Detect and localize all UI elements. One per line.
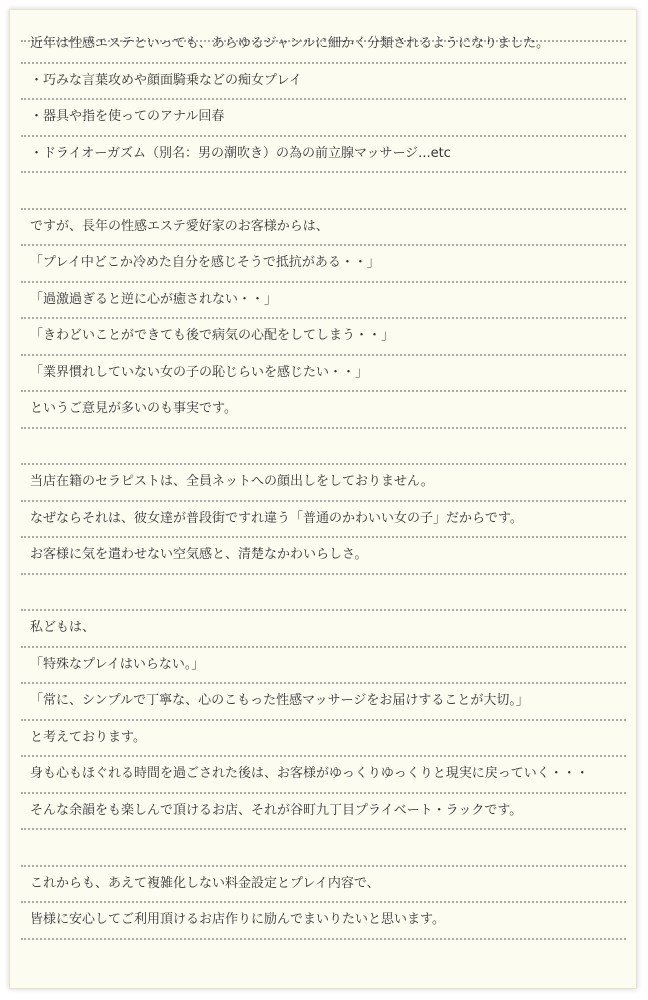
blank-line — [21, 830, 626, 867]
ruled-text-block — [21, 27, 626, 940]
text-line: ですが、長年の性感エステ愛好家のお客様からは、 — [21, 210, 626, 247]
text-line: 皆様に安心してご利用頂けるお店作りに励んでまいりたいと思います。 — [21, 903, 626, 940]
text-line: 「常に、シンプルで丁寧な、心のこもった性感マッサージをお届けすることが大切。」 — [21, 684, 626, 721]
text-line: 「きわどいことができても後で病気の心配をしてしまう・・」 — [21, 319, 626, 356]
text-line: 近年は性感エステといっても、あらゆるジャンルに細かく分類されるようになりました。 — [21, 27, 626, 64]
text-line: これからも、あえて複雑化しない料金設定とプレイ内容で、 — [21, 867, 626, 904]
blank-line — [21, 575, 626, 612]
text-line: 「過激過ぎると逆に心が癒されない・・」 — [21, 283, 626, 320]
text-line: 身も心もほぐれる時間を過ごされた後は、お客様がゆっくりゆっくりと現実に戻っていく・・・ — [21, 757, 626, 794]
text-line: お客様に気を遣わせない空気感と、清楚なかわいらしさ。 — [21, 538, 626, 575]
text-line: そんな余韻をも楽しんで頂けるお店、それが谷町九丁目プライベート・ラックです。 — [21, 794, 626, 831]
text-line: 私どもは、 — [21, 611, 626, 648]
text-line: なぜならそれは、彼女達が普段街ですれ違う「普通のかわいい女の子」だからです。 — [21, 502, 626, 539]
text-line: ・巧みな言葉攻めや顔面騎乗などの痴女プレイ — [21, 64, 626, 101]
text-line: ・ドライオーガズム（別名：男の潮吹き）の為の前立腺マッサージ...etc — [21, 137, 626, 174]
blank-line — [21, 173, 626, 210]
text-line: 「プレイ中どこか冷めた自分を感じそうで抵抗がある・・」 — [21, 246, 626, 283]
text-line: 当店在籍のセラピストは、全員ネットへの顔出しをしておりません。 — [21, 465, 626, 502]
text-line: というご意見が多いのも事実です。 — [21, 392, 626, 429]
text-line: 「業界慣れしていない女の子の恥じらいを感じたい・・」 — [21, 356, 626, 393]
blank-line — [21, 429, 626, 466]
text-line: と考えております。 — [21, 721, 626, 758]
text-line: ・器具や指を使ってのアナル回春 — [21, 100, 626, 137]
text-line: 「特殊なプレイはいらない。」 — [21, 648, 626, 685]
